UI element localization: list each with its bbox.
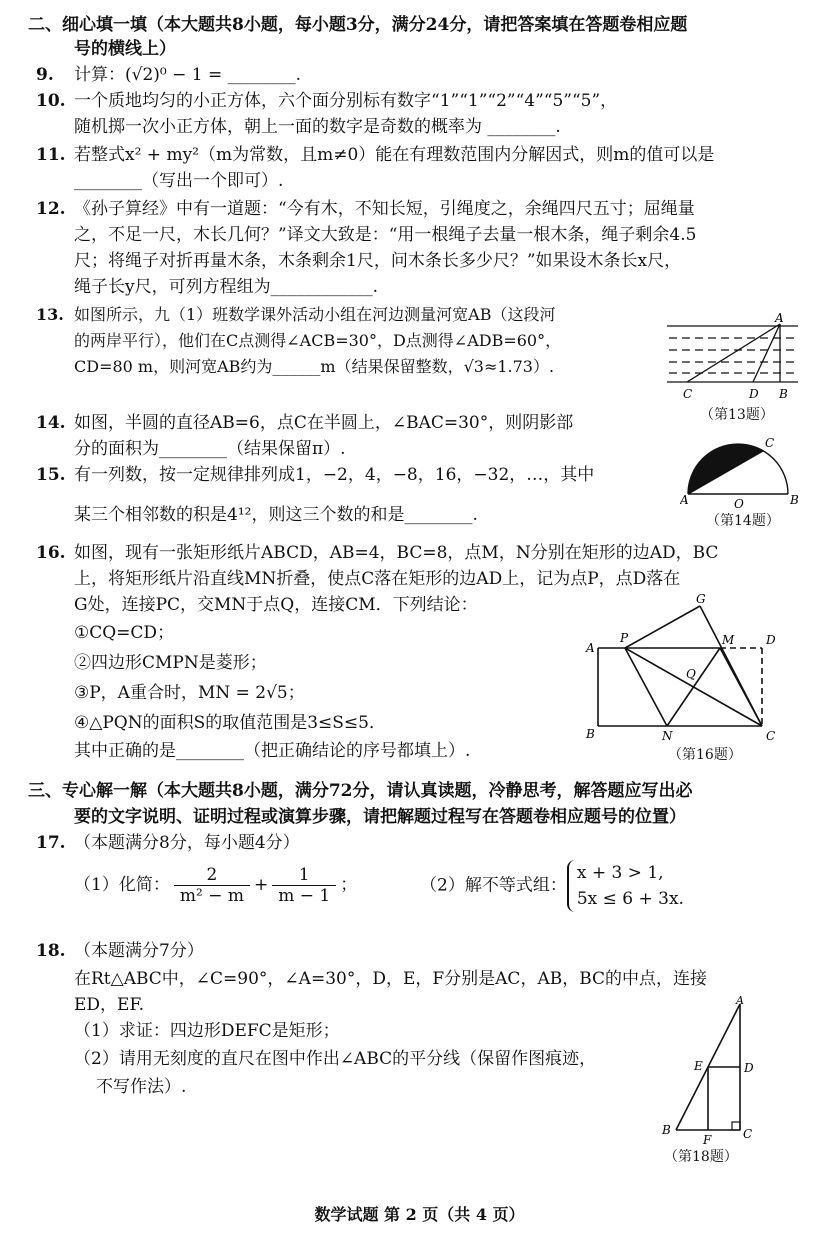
label-D: D [766, 633, 776, 647]
question-16-answer-line: 其中正确的是________（把正确结论的序号都填上）. [74, 741, 471, 761]
label-C: C [766, 729, 776, 742]
label-N: N [662, 729, 673, 742]
figure-16-caption: （第16题） [668, 747, 742, 763]
question-13-l2: 的两岸平行），他们在C点测得∠ACB=30°，D点测得∠ADB=60°， [74, 331, 562, 350]
label-A: A [586, 641, 595, 655]
shaded-region [688, 444, 763, 494]
question-17-parts: （1）化简： $\frac{2}{\text{m² − m}}$ + $\frac{1}{m - 1}$ ； [74, 865, 358, 906]
question-9: 9. 计算：(√2)⁰ − 1 = ________. [36, 65, 302, 85]
inequality-system: x + 3 > 1, 5x ≤ 6 + 3x. [567, 860, 684, 912]
question-17-part-2: （2）解不等式组： x + 3 > 1, 5x ≤ 6 + 3x. [420, 860, 684, 912]
question-15: 15. 有一列数，按一定规律排列成1，−2，4，−8，16，−32，…，其中 [36, 465, 595, 485]
question-16-l2: 上，将矩形纸片沿直线MN折叠，使点C落在矩形的边AD上，记为点P，点D落在 [74, 569, 681, 589]
section-3-heading: 三、专心解一解（本大题共8小题，满分72分，请认真读题，冷静思考，解答题应写出必 [28, 781, 693, 801]
question-17: 17. （本题满分8分，每小题4分） [36, 833, 300, 853]
question-12-l3: 尺；将绳子对折再量木条，木条剩余1尺，问木条长多少尺？”如果设木条长x尺， [74, 251, 682, 271]
question-16: 16. 如图，现有一张矩形纸片ABCD，AB=4，BC=8，点M，N分别在矩形的边AD，BC [36, 543, 719, 563]
question-18-part-2-cont: 不写作法）. [96, 1077, 187, 1097]
figure-18-caption: （第18题） [664, 1149, 738, 1165]
figure-18 [652, 996, 762, 1146]
label-A: A [736, 996, 744, 1007]
label-O: O [734, 497, 744, 510]
fraction-2: $\frac{1}{m - 1}$ [272, 865, 336, 906]
page-footer: 数学试题 第 2 页（共 4 页） [314, 1205, 525, 1224]
fraction-1: $\frac{2}{\text{m² − m}}$ [174, 865, 250, 906]
question-12: 12. 《孙子算经》中有一道题：“今有木，不知长短，引绳度之，余绳四尺五寸；屈绳量 [36, 199, 695, 219]
edge-PG [625, 606, 700, 648]
figure-13 [665, 312, 800, 410]
figure-14-caption: （第14题） [706, 513, 780, 529]
label-G: G [696, 592, 706, 606]
question-18-part-2: （2）请用无刻度的直尺在图中作出∠ABC的平分线（保留作图痕迹， [74, 1049, 597, 1069]
label-B: B [790, 493, 799, 507]
label-C: C [683, 387, 693, 401]
question-15-cont: 某三个相邻数的积是4¹²，则这三个数的和是________. [74, 505, 478, 525]
question-12-l4: 绳子长y尺，可列方程组为____________. [74, 277, 379, 297]
label-F: F [703, 1133, 712, 1146]
question-11-cont: ________（写出一个即可）. [74, 171, 284, 191]
question-14-cont: 分的面积为________（结果保留π）. [74, 439, 346, 459]
question-18-l2: ED，EF. [74, 995, 145, 1015]
section-2-heading-cont: 号的横线上） [74, 39, 176, 59]
question-10: 10. 一个质地均匀的小正方体，六个面分别标有数字“1”“1”“2”“4”“5”“5”， [36, 91, 618, 111]
question-18: 18. （本题满分7分） [36, 941, 204, 961]
question-16-conclusion-3: ③P，A重合时，MN = 2√5； [74, 683, 305, 703]
question-18-part-1: （1）求证：四边形DEFC是矩形； [74, 1021, 340, 1041]
label-M: M [722, 633, 735, 647]
figure-14 [680, 432, 800, 510]
label-D: D [749, 387, 759, 401]
question-10-cont: 随机掷一次小正方体，朝上一面的数字是奇数的概率为 ________. [74, 117, 561, 137]
label-A: A [680, 493, 689, 507]
question-13-l3: CD=80 m，则河宽AB约为______m（结果保留整数，√3≈1.73）. [74, 357, 555, 376]
question-18-l1: 在Rt△ABC中，∠C=90°，∠A=30°，D，E，F分别是AC，AB，BC的中点，连接 [74, 969, 708, 989]
label-B: B [779, 387, 788, 401]
question-11: 11. 若整式x² + my²（m为常数，且m≠0）能在有理数范围内分解因式，则m的值可以是 [36, 145, 715, 165]
label-P: P [620, 631, 629, 645]
label-C: C [743, 1127, 753, 1141]
label-D: D [744, 1061, 754, 1075]
question-12-l2: 之，不足一尺，木长几何？”译文大致是：“用一根绳子去量一根木条，绳子剩余4.5 [74, 225, 697, 245]
label-B: B [586, 727, 595, 741]
question-16-conclusion-2: ②四边形CMPN是菱形； [74, 653, 267, 673]
label-C: C [765, 436, 775, 450]
label-B: B [662, 1123, 671, 1137]
river-hatching [669, 338, 796, 373]
question-16-l3: G处，连接PC，交MN于点Q，连接CM．下列结论： [74, 595, 478, 615]
question-13: 13. 如图所示，九（1）班数学课外活动小组在河边测量河宽AB（这段河 [36, 305, 556, 324]
question-16-conclusion-1: ①CQ=CD； [74, 623, 175, 643]
question-16-conclusion-4: ④△PQN的面积S的取值范围是3≤S≤5． [74, 713, 386, 733]
label-Q: Q [686, 667, 696, 681]
section-2-heading: 二、细心填一填（本大题共8小题，每小题3分，满分24分，请把答案填在答题卷相应题 [28, 15, 688, 35]
label-E: E [694, 1059, 703, 1073]
question-14: 14. 如图，半圆的直径AB=6，点C在半圆上，∠BAC=30°，则阴影部 [36, 413, 574, 433]
figure-13-caption: （第13题） [700, 407, 774, 423]
figure-16 [582, 592, 802, 742]
section-3-heading-cont: 要的文字说明、证明过程或演算步骤，请把解题过程写在答题卷相应题号的位置） [74, 807, 686, 827]
label-A: A [775, 312, 784, 325]
right-angle-mark [732, 1122, 740, 1130]
